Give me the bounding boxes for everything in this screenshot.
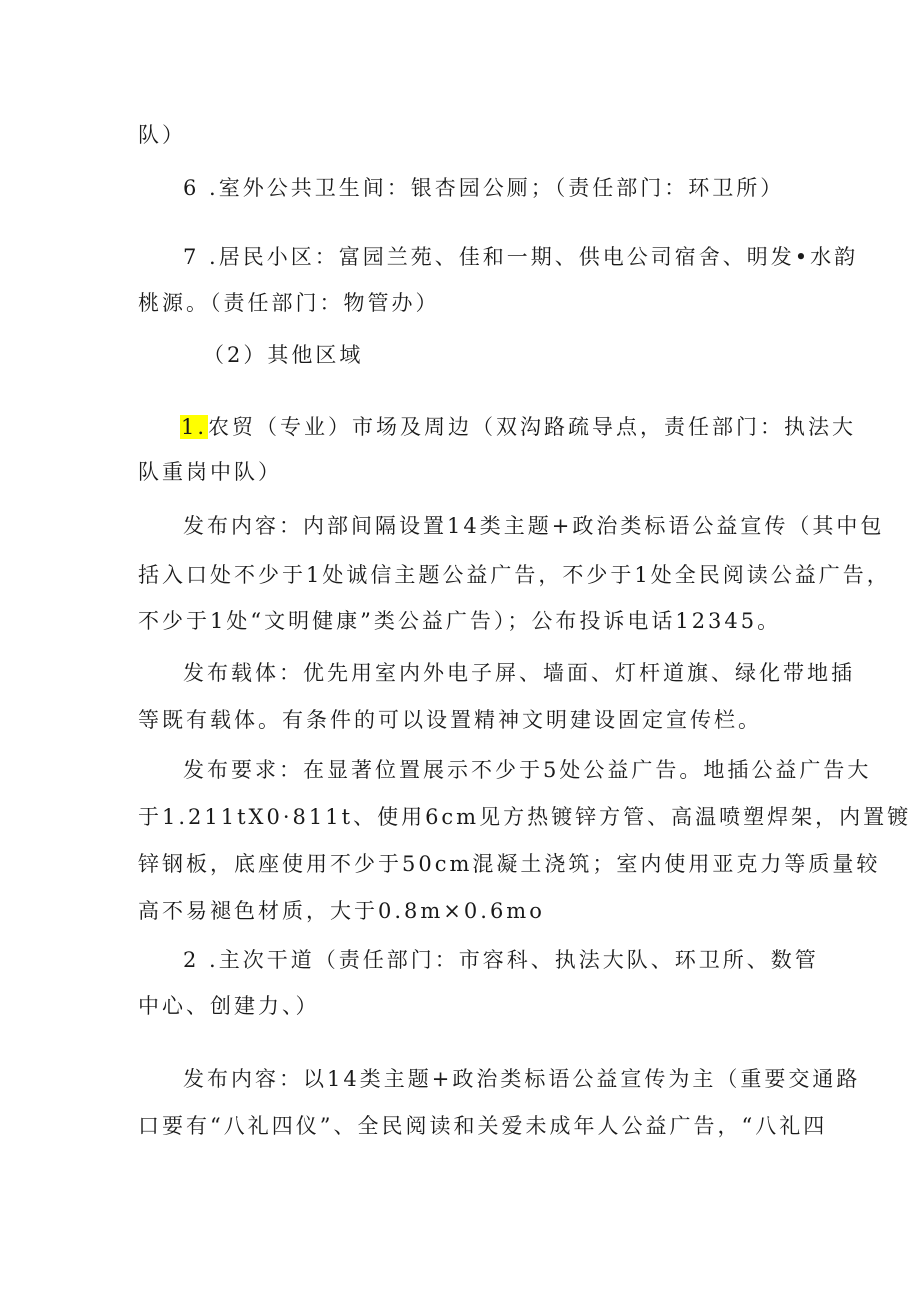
text-line: 发布要求：在显著位置展示不少于5处公益广告。地插公益广告大 <box>183 758 872 782</box>
text-line: 7 .居民小区：富园兰苑、佳和一期、供电公司宿舍、明发•水韵 <box>183 245 859 269</box>
text-line: 发布载体：优先用室内外电子屏、墙面、灯杆道旗、绿化带地插 <box>183 661 855 685</box>
text-line: 发布内容：以14类主题+政治类标语公益宣传为主（重要交通路 <box>183 1067 861 1091</box>
text-line: 桃源。（责任部门：物管办） <box>138 291 440 315</box>
text-line: 括入口处不少于1处诚信主题公益广告，不少于1处全民阅读公益广告， <box>138 563 891 587</box>
text-line: 高不易褪色材质，大于0.8m×0.6mo <box>138 899 545 923</box>
text-line: 中心、创建力、） <box>138 994 320 1018</box>
text-line <box>180 413 856 441</box>
text-line: 队重岗中队） <box>138 460 282 484</box>
highlighted-item-number: 1. <box>181 415 208 439</box>
text-line: 队） <box>138 123 186 147</box>
text-line: 发布内容：内部间隔设置14类主题+政治类标语公益宣传（其中包 <box>183 514 885 538</box>
text-line: 于1.211tX0·811t、使用6cm见方热镀锌方管、高温喷塑焊架，内置镀 <box>138 805 912 829</box>
text-line: 不少于1处“文明健康”类公益广告）；公布投诉电话12345。 <box>138 609 782 633</box>
text-line: 6 .室外公共卫生间：银杏园公厕；（责任部门：环卫所） <box>183 176 785 200</box>
subsection-heading: （2）其他区域 <box>203 343 364 367</box>
text-line: 等既有载体。有条件的可以设置精神文明建设固定宣传栏。 <box>138 708 762 732</box>
text-line-body: 农贸（专业）市场及周边（双沟路疏导点，责任部门：执法大 <box>208 415 857 439</box>
text-line: 2 .主次干道（责任部门：市容科、执法大队、环卫所、数管 <box>183 948 819 972</box>
text-line: 锌钢板，底座使用不少于50cm混凝土浇筑；室内使用亚克力等质量较 <box>138 852 881 876</box>
text-line: 口要有“八礼四仪”、全民阅读和关爱未成年人公益广告，“八礼四 <box>138 1114 828 1138</box>
